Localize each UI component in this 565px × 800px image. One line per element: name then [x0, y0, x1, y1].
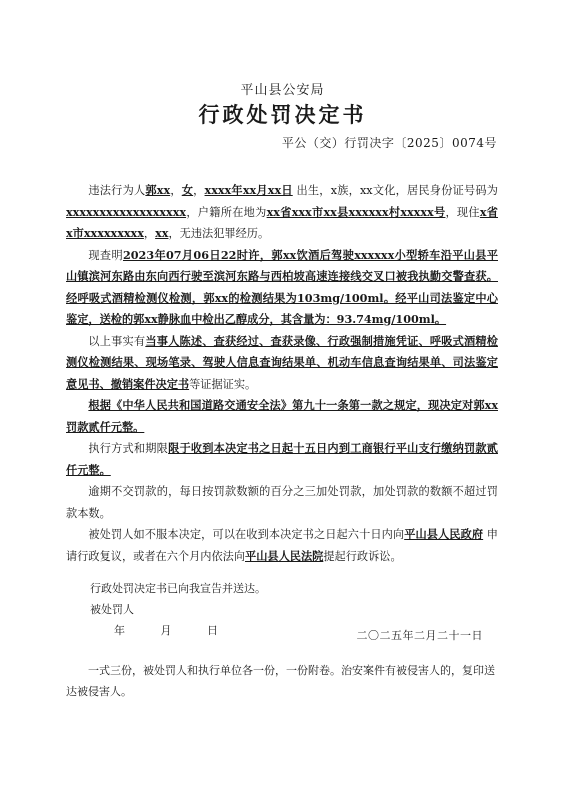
offender-domicile: xx省xxx市xx县xxxxxx村xxxxx号 — [266, 204, 446, 219]
offender-id-number: xxxxxxxxxxxxxxxxxx — [66, 204, 187, 219]
text-span: 以上事实有 — [88, 334, 146, 348]
text-span: 违法行为人 — [88, 184, 146, 197]
offender-occupation: xx — [155, 226, 169, 240]
appeal-paragraph — [66, 524, 498, 567]
document-title: 行政处罚决定书 — [198, 102, 367, 127]
offender-dob: xxxx年xx月xx日 — [204, 183, 293, 197]
issue-date: 二〇二五年二月二十一日 — [356, 629, 483, 642]
copies-footnote: 一式三份，被处罚人和执行单位各一份，一份附卷。治安案件有被侵害人的，复印送达被侵害人。 — [66, 664, 495, 698]
month-label: 月 — [160, 624, 172, 637]
text-span: ，现住 — [445, 205, 480, 219]
document-body — [66, 180, 498, 567]
facts-paragraph — [66, 245, 498, 331]
offender-name: 郭xx — [145, 183, 171, 197]
document-number: 平公（交）行罚决字〔2025〕0074号 — [281, 136, 497, 150]
offender-info-paragraph — [66, 180, 498, 245]
decision-text: 根据《中华人民共和国道路交通安全法》第九十一条第一款之规定，现决定对郭xx罚款贰仟元整。 — [66, 398, 498, 434]
court-name: 平山县人民法院 — [245, 548, 324, 563]
review-authority: 平山县人民政府 — [404, 527, 484, 541]
issuing-agency: 平山县公安局 — [240, 83, 325, 98]
offender-gender: 女 — [181, 183, 194, 197]
facts-text: 2023年07月06日22时许，郭xx饮酒后驾驶xxxxxx小型轿车沿平山县平山镇滨河东路由东向西行驶至滨河东路与西柏坡高速连接线交叉口被我执勤交警查获。经呼吸式酒精检测仪检测，郭xx的检测结果为103mg/100ml。经平山司法鉴定中心鉴定，送检的郭xx静脉血中检出乙醇成分，其含量为：93.74mg/100ml。 — [66, 247, 498, 326]
year-label: 年 — [114, 624, 125, 637]
evidence-paragraph — [66, 331, 498, 396]
text-span: 申请行政复议，或者在六个月内依法向 — [66, 528, 498, 563]
offender-residence: x省x市xxxxxxxxx — [66, 204, 498, 240]
execution-paragraph — [66, 438, 498, 481]
execution-method: 限于收到本决定书之日起十五日内到工商银行平山支行缴纳罚款贰仟元整。 — [66, 441, 498, 477]
text-span: 等证据证实。 — [189, 377, 257, 391]
text-span: ，户籍所在地为 — [186, 205, 267, 219]
text-span: ， — [193, 184, 205, 197]
offender-signature-label: 被处罚人 — [90, 603, 134, 616]
text-span: 提起行政诉讼。 — [323, 549, 402, 563]
day-label: 日 — [207, 624, 218, 637]
late-penalty-paragraph: 逾期不交罚款的，每日按罚款数额的百分之三加处罚款，加处罚款的数额不超过罚款本数。 — [66, 485, 498, 520]
delivery-statement: 行政处罚决定书已向我宣告并送达。 — [90, 582, 266, 595]
text-span: ， — [170, 184, 182, 197]
text-span: 现查明 — [88, 248, 123, 262]
text-span: ， — [143, 227, 156, 240]
text-span: 被处罚人如不服本决定，可以在收到本决定书之日起六十日内向 — [88, 528, 405, 541]
decision-paragraph — [66, 395, 498, 438]
text-span: ，无违法犯罪经历。 — [168, 227, 270, 240]
evidence-list: 当事人陈述、查获经过、查获录像、行政强制措施凭证、呼吸式酒精检测仪检测结果、现场笔录、驾驶人信息查询结果单、机动车信息查询结果单、司法鉴定意见书、撤销案件决定书 — [66, 333, 498, 391]
text-span: 出生，x族，xx文化，居民身份证号码为 — [292, 184, 498, 197]
text-span: 执行方式和期限 — [88, 442, 169, 455]
